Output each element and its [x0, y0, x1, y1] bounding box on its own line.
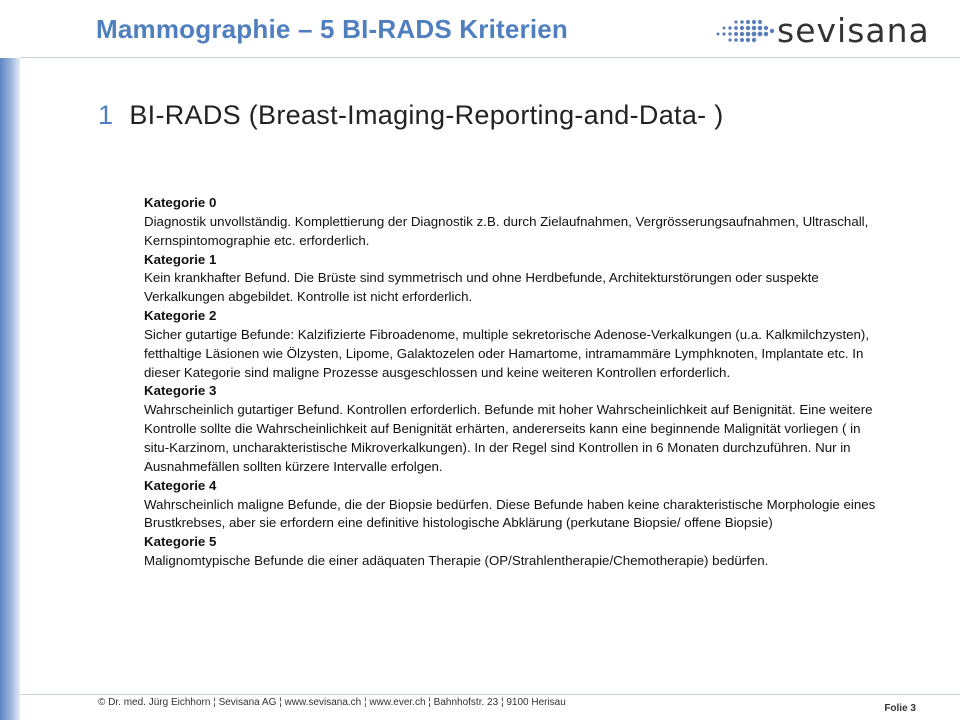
- sevisana-logo: [713, 10, 953, 50]
- category-item: [144, 533, 884, 571]
- section-heading: [98, 100, 724, 131]
- category-title: Kategorie 4: [144, 477, 217, 493]
- category-description: Wahrscheinlich maligne Befunde, die der Biopsie bedürfen. Diese Befunde haben keine charakteristische Morphologie eines Brustkrebses, aber sie erfordern eine definitive histologische Abklärung (perkutane Biopsie/ offene Biopsie): [144, 496, 876, 531]
- category-title: Kategorie 2: [144, 308, 217, 324]
- category-title: Kategorie 1: [144, 251, 217, 267]
- logo-dots-icon: [713, 14, 775, 46]
- category-item: [144, 307, 884, 382]
- header-divider: [20, 57, 960, 58]
- section-heading-text: BI-RADS (Breast-Imaging-Reporting-and-Data- ): [129, 100, 724, 130]
- section-number: 1: [98, 100, 114, 130]
- category-title: Kategorie 0: [144, 195, 217, 210]
- decorative-side-bar: [0, 58, 20, 720]
- slide-number: Folie 3: [884, 703, 916, 714]
- slide-title: Mammographie – 5 BI-RADS Kriterien: [96, 14, 569, 44]
- category-item: [144, 477, 884, 534]
- category-item: [144, 382, 884, 476]
- footer-divider: [20, 694, 960, 695]
- category-description: Diagnostik unvollständig. Komplettierung der Diagnostik z.B. durch Zielaufnahmen, Vergrösserungsaufnahmen, Ultraschall, Kernspintomographie etc. erforderlich.: [144, 213, 869, 248]
- category-description: Sicher gutartige Befunde: Kalzifizierte Fibroadenome, multiple sekretorische Adenose-Verkalkungen (u.a. Kalkmilchzysten), fetthaltige Läsionen wie Ölzysten, Lipome, Galaktozelen oder Hamartome, intramammäre Lymphknoten, Implantate etc. In dieser Kategorie sind maligne Prozesse ausgeschlossen und keine weiteren Kontrollen erforderlich.: [144, 326, 870, 380]
- footer-copyright: © Dr. med. Jürg Eichhorn ¦ Sevisana AG ¦ www.sevisana.ch ¦ www.ever.ch ¦ Bahnhofstr. 23 ¦ 9100 Herisau: [98, 697, 566, 708]
- category-title: Kategorie 3: [144, 383, 217, 399]
- category-item: [144, 194, 884, 251]
- category-description: Kein krankhafter Befund. Die Brüste sind symmetrisch und ohne Herdbefunde, Architekturstörungen oder suspekte Verkalkungen abgebildet. Kontrolle ist nicht erforderlich.: [144, 270, 819, 305]
- category-description: Malignomtypische Befunde die einer adäquaten Therapie (OP/Strahlentherapie/Chemotherapie) bedürfen.: [144, 553, 769, 569]
- category-list: [144, 194, 884, 571]
- logo-wordmark: sevisana: [777, 10, 930, 50]
- category-title: Kategorie 5: [144, 534, 217, 550]
- category-item: [144, 251, 884, 308]
- category-description: Wahrscheinlich gutartiger Befund. Kontrollen erforderlich. Befunde mit hoher Wahrscheinlichkeit auf Benignität. Eine weitere Kontrolle sollte die Wahrscheinlichkeit auf Benignität erhärten, andererseits kann eine beginnende Malignität vorliegen ( in situ-Karzinom, uncharakteristische Mikroverkalkungen). In der Regel sind Kontrollen in 6 Monaten durchzuführen. Nur in Ausnahmefällen sollten kürzere Intervalle erfolgen.: [144, 402, 873, 474]
